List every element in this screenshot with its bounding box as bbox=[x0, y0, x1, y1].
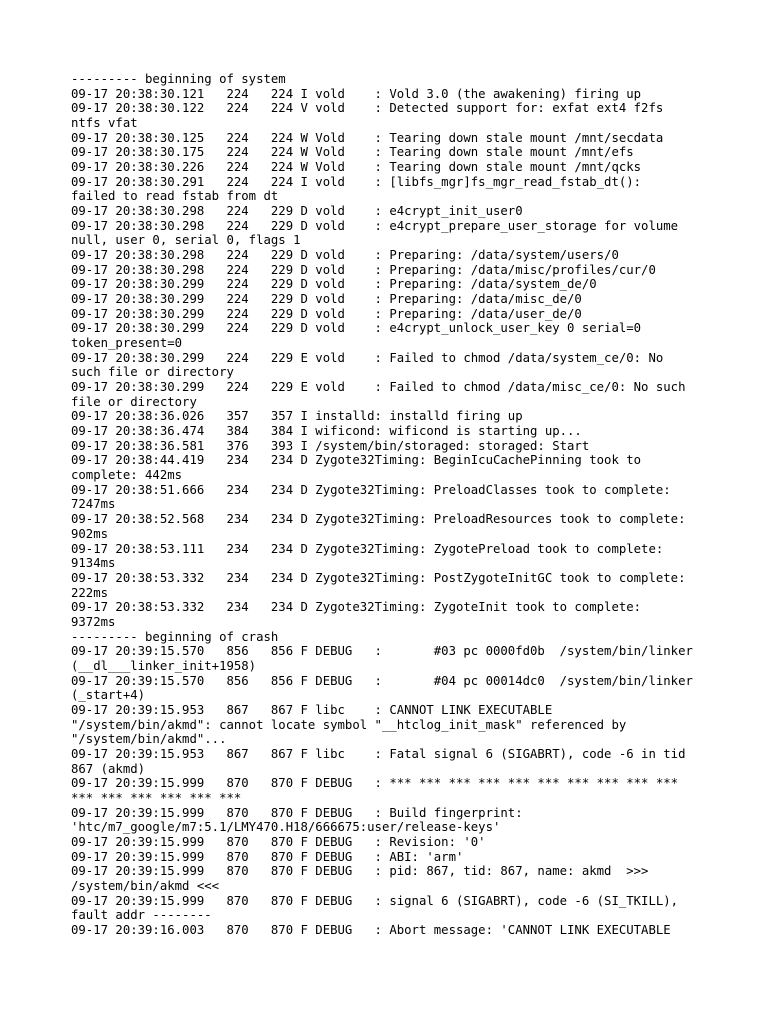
log-line: 'htc/m7_google/m7:5.1/LMY470.H18/666675:user/release-keys' bbox=[71, 820, 501, 835]
log-line: "/system/bin/akmd"... bbox=[71, 732, 227, 747]
log-line: 09-17 20:38:30.299 224 229 E vold : Failed to chmod /data/system_ce/0: No bbox=[71, 350, 664, 365]
log-line: such file or directory bbox=[71, 365, 234, 380]
log-line: 09-17 20:38:30.299 224 229 D vold : Preparing: /data/misc_de/0 bbox=[71, 292, 582, 307]
log-line: 09-17 20:38:30.299 224 229 D vold : Preparing: /data/system_de/0 bbox=[71, 277, 597, 292]
log-line: (__dl___linker_init+1958) bbox=[71, 658, 257, 673]
log-line: 9372ms bbox=[71, 614, 116, 629]
log-line: ntfs vfat bbox=[71, 116, 138, 131]
log-line: 09-17 20:38:30.299 224 229 D vold : e4crypt_unlock_user_key 0 serial=0 bbox=[71, 321, 642, 336]
log-line: 09-17 20:38:30.298 224 229 D vold : Preparing: /data/system/users/0 bbox=[71, 248, 619, 263]
log-line: 09-17 20:38:36.026 357 357 I installd: installd firing up bbox=[71, 409, 523, 424]
log-line: 09-17 20:38:30.226 224 224 W Vold : Tearing down stale mount /mnt/qcks bbox=[71, 160, 642, 175]
log-line: --------- beginning of system bbox=[71, 72, 286, 86]
log-line: 09-17 20:38:53.332 234 234 D Zygote32Timing: PostZygoteInitGC took to complete: bbox=[71, 570, 686, 585]
log-line: 902ms bbox=[71, 526, 109, 541]
log-line: 09-17 20:38:30.299 224 229 E vold : Failed to chmod /data/misc_ce/0: No such bbox=[71, 380, 686, 395]
log-line: complete: 442ms bbox=[71, 468, 183, 483]
log-line: 09-17 20:38:51.666 234 234 D Zygote32Timing: PreloadClasses took to complete: bbox=[71, 482, 671, 497]
log-line: 09-17 20:39:15.999 870 870 F DEBUG : signal 6 (SIGABRT), code -6 (SI_TKILL), bbox=[71, 893, 679, 908]
log-line: /system/bin/akmd <<< bbox=[71, 878, 220, 893]
log-line: 09-17 20:38:30.298 224 229 D vold : e4crypt_init_user0 bbox=[71, 204, 523, 219]
log-line: 09-17 20:39:15.570 856 856 F DEBUG : #04 pc 00014dc0 /system/bin/linker bbox=[71, 673, 693, 688]
log-line: 09-17 20:39:15.999 870 870 F DEBUG : pid: 867, tid: 867, name: akmd >>> bbox=[71, 864, 649, 879]
log-line: 09-17 20:38:30.125 224 224 W Vold : Tearing down stale mount /mnt/secdata bbox=[71, 130, 664, 145]
log-line: 09-17 20:38:53.111 234 234 D Zygote32Timing: ZygotePreload took to complete: bbox=[71, 541, 664, 556]
log-line: *** *** *** *** *** *** bbox=[71, 790, 242, 805]
log-line: 09-17 20:38:30.299 224 229 D vold : Preparing: /data/user_de/0 bbox=[71, 306, 582, 321]
log-output bbox=[71, 72, 751, 938]
log-line: 09-17 20:39:16.003 870 870 F DEBUG : Abort message: 'CANNOT LINK EXECUTABLE bbox=[71, 922, 671, 937]
log-line: 09-17 20:38:30.121 224 224 I vold : Vold 3.0 (the awakening) firing up bbox=[71, 86, 642, 101]
log-line: 09-17 20:39:15.953 867 867 F libc : CANNOT LINK EXECUTABLE bbox=[71, 702, 553, 717]
log-line: 09-17 20:38:30.298 224 229 D vold : Preparing: /data/misc/profiles/cur/0 bbox=[71, 262, 656, 277]
log-line: 09-17 20:39:15.999 870 870 F DEBUG : *** *** *** *** *** *** *** *** *** *** bbox=[71, 776, 679, 791]
log-line: 09-17 20:38:36.581 376 393 I /system/bin/storaged: storaged: Start bbox=[71, 438, 590, 453]
log-line: 09-17 20:38:53.332 234 234 D Zygote32Timing: ZygoteInit took to complete: bbox=[71, 600, 642, 615]
log-line: 09-17 20:39:15.999 870 870 F DEBUG : ABI: 'arm' bbox=[71, 849, 464, 864]
log-line: "/system/bin/akmd": cannot locate symbol "__htclog_init_mask" referenced by bbox=[71, 717, 627, 732]
log-line: 09-17 20:39:15.999 870 870 F DEBUG : Build fingerprint: bbox=[71, 805, 523, 820]
log-line: 09-17 20:38:36.474 384 384 I wificond: wificond is starting up... bbox=[71, 424, 582, 439]
log-line: 09-17 20:38:30.291 224 224 I vold : [libfs_mgr]fs_mgr_read_fstab_dt(): bbox=[71, 174, 642, 189]
log-line: failed to read fstab from dt bbox=[71, 189, 279, 204]
log-line: 09-17 20:39:15.953 867 867 F libc : Fatal signal 6 (SIGABRT), code -6 in tid bbox=[71, 746, 686, 761]
log-line: 09-17 20:38:52.568 234 234 D Zygote32Timing: PreloadResources took to complete: bbox=[71, 512, 686, 527]
log-line: file or directory bbox=[71, 394, 197, 409]
log-line: 09-17 20:38:44.419 234 234 D Zygote32Timing: BeginIcuCachePinning took to bbox=[71, 453, 642, 468]
log-line: 9134ms bbox=[71, 556, 116, 571]
log-line: 7247ms bbox=[71, 497, 116, 512]
log-line: 09-17 20:39:15.999 870 870 F DEBUG : Revision: '0' bbox=[71, 834, 486, 849]
log-line: 09-17 20:38:30.175 224 224 W Vold : Tearing down stale mount /mnt/efs bbox=[71, 145, 634, 160]
log-line: 09-17 20:38:30.122 224 224 V vold : Detected support for: exfat ext4 f2fs bbox=[71, 101, 664, 116]
log-line: 867 (akmd) bbox=[71, 761, 146, 776]
log-line: (_start+4) bbox=[71, 688, 146, 703]
log-line: 09-17 20:39:15.570 856 856 F DEBUG : #03 pc 0000fd0b /system/bin/linker bbox=[71, 644, 693, 659]
log-line: 222ms bbox=[71, 585, 109, 600]
log-line: fault addr -------- bbox=[71, 908, 212, 923]
log-line: token_present=0 bbox=[71, 336, 183, 351]
log-line: --------- beginning of crash bbox=[71, 629, 279, 644]
log-line: null, user 0, serial 0, flags 1 bbox=[71, 233, 301, 248]
log-line: 09-17 20:38:30.298 224 229 D vold : e4crypt_prepare_user_storage for volume bbox=[71, 218, 679, 233]
